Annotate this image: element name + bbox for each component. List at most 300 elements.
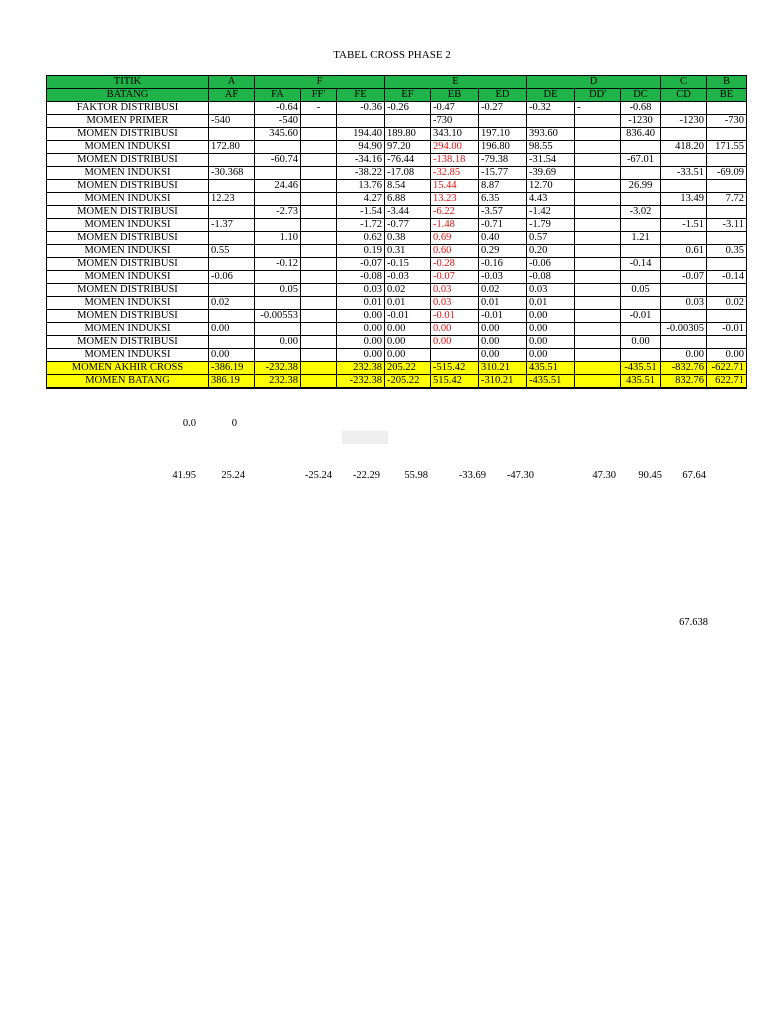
table-row [47,154,747,167]
table-cell: -1.54 [337,206,385,219]
table-row [47,284,747,297]
table-cell [301,271,337,284]
table-cell [301,245,337,258]
table-cell: 0.00 [337,323,385,336]
table-cell: 194.40 [337,128,385,141]
table-cell [575,219,621,232]
table-cell [575,167,621,180]
table-cell: -0.01 [479,310,527,323]
table-cell: 0.38 [385,232,431,245]
table-cell: 171.55 [707,141,747,154]
table-cell: -17.08 [385,167,431,180]
table-cell: 622.71 [707,375,747,389]
table-row [47,362,747,375]
table-cell: -0.07 [431,271,479,284]
header-node: E [385,76,527,89]
table-cell: -0.00305 [661,323,707,336]
row-label: MOMEN DISTRIBUSI [47,258,209,271]
row-label: MOMEN AKHIR CROSS [47,362,209,375]
row-label: MOMEN INDUKSI [47,141,209,154]
table-cell: -3.11 [707,219,747,232]
table-cell [661,336,707,349]
table-cell: -386.19 [209,362,255,375]
table-cell [255,167,301,180]
row-label: MOMEN INDUKSI [47,323,209,336]
table-cell [301,193,337,206]
table-cell: -0.01 [385,310,431,323]
table-cell: -0.00553 [255,310,301,323]
header-member: AF [209,89,255,102]
table-cell: 0.05 [621,284,661,297]
table-cell: -0.68 [621,102,661,115]
table-cell: 0.00 [337,349,385,362]
table-cell: 0.00 [337,336,385,349]
header-node: C [661,76,707,89]
below-table-value: 47.30 [592,470,616,481]
table-cell: 0.60 [431,245,479,258]
table-cell: -0.71 [479,219,527,232]
table-cell [661,258,707,271]
table-cell: 0.29 [479,245,527,258]
table-cell [385,115,431,128]
table-cell: - [575,102,621,115]
table-cell: 0.62 [337,232,385,245]
table-cell: 0.00 [707,349,747,362]
table-cell [707,310,747,323]
table-row [47,128,747,141]
table-cell: -2.73 [255,206,301,219]
row-label: MOMEN BATANG [47,375,209,389]
table-cell [621,167,661,180]
table-cell: -0.14 [707,271,747,284]
table-cell [209,154,255,167]
table-cell: 0.02 [479,284,527,297]
table-cell: 294.00 [431,141,479,154]
below-table-value: -25.24 [304,470,332,481]
table-row [47,102,747,115]
table-cell [431,349,479,362]
table-cell: -1.51 [661,219,707,232]
table-cell: -76.44 [385,154,431,167]
table-cell: -0.15 [385,258,431,271]
below-table-value: 90.45 [638,470,662,481]
table-cell: -0.07 [337,258,385,271]
table-cell: 0.00 [527,349,575,362]
table-cell [575,375,621,389]
table-cell: 0.03 [431,297,479,310]
row-label: MOMEN INDUKSI [47,245,209,258]
table-cell [301,115,337,128]
table-cell: 15.44 [431,180,479,193]
table-cell: -0.12 [255,258,301,271]
table-cell: 0.00 [431,336,479,349]
table-cell [575,271,621,284]
table-cell: 232.38 [255,375,301,389]
below-table-value: -33.69 [458,470,486,481]
table-cell: 0.19 [337,245,385,258]
table-cell: 0.00 [479,336,527,349]
table-cell: -3.02 [621,206,661,219]
table-cell: 13.49 [661,193,707,206]
table-cell: 196.80 [479,141,527,154]
header-node: A [209,76,255,89]
page-title: TABEL CROSS PHASE 2 [333,49,451,61]
table-cell [527,115,575,128]
table-cell: 0.01 [479,297,527,310]
table-cell: 418.20 [661,141,707,154]
table-row [47,206,747,219]
table-cell: -0.14 [621,258,661,271]
below-table-value: -47.30 [506,470,534,481]
table-cell [209,128,255,141]
table-cell: 4.43 [527,193,575,206]
table-cell: -310.21 [479,375,527,389]
header-member: EB [431,89,479,102]
table-cell: -0.16 [479,258,527,271]
table-cell: 0.61 [661,245,707,258]
table-row [47,323,747,336]
table-cell [301,141,337,154]
header-node: D [527,76,661,89]
table-cell: 0.00 [255,336,301,349]
table-cell [707,284,747,297]
table-cell [301,297,337,310]
header-row-members [47,89,747,102]
table-cell [575,310,621,323]
table-cell: 6.88 [385,193,431,206]
table-cell [661,128,707,141]
table-cell [479,115,527,128]
table-cell: 4.27 [337,193,385,206]
table-cell [575,141,621,154]
header-node: B [707,76,747,89]
table-row [47,258,747,271]
table-cell [209,232,255,245]
row-label: FAKTOR DISTRIBUSI [47,102,209,115]
table-row [47,245,747,258]
table-cell: -0.27 [479,102,527,115]
table-cell: 7.72 [707,193,747,206]
table-cell: -435.51 [527,375,575,389]
table-cell: -34.16 [337,154,385,167]
table-cell: 310.21 [479,362,527,375]
table-cell [255,323,301,336]
table-cell: 97.20 [385,141,431,154]
table-cell [575,297,621,310]
table-cell: -0.06 [527,258,575,271]
table-cell [301,349,337,362]
table-cell: -0.03 [479,271,527,284]
table-cell [707,180,747,193]
table-cell [621,271,661,284]
table-cell: 0.31 [385,245,431,258]
table-cell: 172.80 [209,141,255,154]
table-cell [255,141,301,154]
table-cell: 0.02 [209,297,255,310]
table-cell: 0.35 [707,245,747,258]
table-cell [301,375,337,389]
table-row [47,310,747,323]
table-row [47,349,747,362]
table-cell: 836.40 [621,128,661,141]
table-cell: 197.10 [479,128,527,141]
row-label: MOMEN PRIMER [47,115,209,128]
table-row [47,375,747,389]
table-cell: - [301,102,337,115]
table-cell [301,167,337,180]
row-label: MOMEN INDUKSI [47,167,209,180]
table-cell [575,154,621,167]
table-cell: -205.22 [385,375,431,389]
below-table-value: 55.98 [404,470,428,481]
table-cell [621,297,661,310]
table-cell: -1.72 [337,219,385,232]
table-cell: -622.71 [707,362,747,375]
table-cell: -1.79 [527,219,575,232]
table-cell: -730 [431,115,479,128]
table-cell: -60.74 [255,154,301,167]
table-cell [621,245,661,258]
table-cell: 0.00 [479,323,527,336]
table-cell: 386.19 [209,375,255,389]
table-cell [661,102,707,115]
table-cell: 0.00 [479,349,527,362]
header-member: DD' [575,89,621,102]
header-member: CD [661,89,707,102]
table-cell: -0.26 [385,102,431,115]
table-cell: 0.57 [527,232,575,245]
row-label: MOMEN INDUKSI [47,297,209,310]
header-member: FA [255,89,301,102]
table-cell: 13.23 [431,193,479,206]
table-cell: 0.00 [385,336,431,349]
table-cell [707,336,747,349]
header-member: FE [337,89,385,102]
row-label: MOMEN DISTRIBUSI [47,310,209,323]
table-cell: -6.22 [431,206,479,219]
header-member: ED [479,89,527,102]
table-cell [255,219,301,232]
table-cell: 6.35 [479,193,527,206]
table-cell [575,232,621,245]
table-cell: -0.08 [337,271,385,284]
table-cell [621,219,661,232]
table-cell [255,349,301,362]
table-cell [575,336,621,349]
table-cell [209,336,255,349]
table-cell: 0.00 [209,323,255,336]
row-label: MOMEN INDUKSI [47,193,209,206]
table-cell: 345.60 [255,128,301,141]
table-cell: 343.10 [431,128,479,141]
table-cell [209,180,255,193]
table-cell: -0.28 [431,258,479,271]
table-cell: -0.32 [527,102,575,115]
table-cell: -435.51 [621,362,661,375]
below-table-value: 25.24 [221,470,245,481]
table-cell [575,258,621,271]
table-cell [301,180,337,193]
table-cell: -30.368 [209,167,255,180]
table-cell [209,206,255,219]
table-cell: 0.55 [209,245,255,258]
table-cell: 0.00 [209,349,255,362]
table-cell: 0.00 [661,349,707,362]
table-cell: -79.38 [479,154,527,167]
table-cell [301,362,337,375]
header-titik: TITIK [47,76,209,89]
table-row [47,141,747,154]
row-label: MOMEN DISTRIBUSI [47,284,209,297]
table-cell: 435.51 [621,375,661,389]
cross-table [46,75,747,389]
header-row-nodes [47,76,747,89]
table-cell: -1.48 [431,219,479,232]
table-cell [575,193,621,206]
table-cell [301,336,337,349]
table-cell: -138.18 [431,154,479,167]
table-cell: -39.69 [527,167,575,180]
table-row [47,232,747,245]
table-row [47,193,747,206]
table-cell: 0.02 [707,297,747,310]
table-cell: 12.70 [527,180,575,193]
table-cell: -0.64 [255,102,301,115]
table-row [47,219,747,232]
header-member: BE [707,89,747,102]
table-cell: 189.80 [385,128,431,141]
row-label: MOMEN DISTRIBUSI [47,336,209,349]
table-cell: -515.42 [431,362,479,375]
table-cell: -32.85 [431,167,479,180]
table-cell: 0.69 [431,232,479,245]
table-cell [575,349,621,362]
table-cell: 0.00 [527,310,575,323]
table-cell: -0.07 [661,271,707,284]
below-table-value: 0 [231,418,237,429]
table-cell: -540 [255,115,301,128]
table-cell [301,154,337,167]
table-cell: 832.76 [661,375,707,389]
row-label: MOMEN DISTRIBUSI [47,154,209,167]
table-cell: 0.00 [385,349,431,362]
below-table-value: 0.0 [182,418,196,429]
header-batang: BATANG [47,89,209,102]
header-member: FF' [301,89,337,102]
table-cell [575,206,621,219]
table-cell: -0.08 [527,271,575,284]
table-cell [661,310,707,323]
table-cell: -832.76 [661,362,707,375]
table-cell: -232.38 [337,375,385,389]
row-label: MOMEN DISTRIBUSI [47,232,209,245]
shaded-cell [342,431,388,444]
table-cell [301,323,337,336]
table-cell: 0.20 [527,245,575,258]
table-cell: -15.77 [479,167,527,180]
table-cell [661,284,707,297]
table-cell: 0.03 [661,297,707,310]
table-cell [255,271,301,284]
table-cell: 0.03 [431,284,479,297]
table-cell: -3.44 [385,206,431,219]
table-cell: -0.77 [385,219,431,232]
table-cell [621,141,661,154]
table-cell [661,232,707,245]
below-table-value: 67.638 [679,617,708,628]
table-cell: 0.00 [337,310,385,323]
table-cell: -0.01 [621,310,661,323]
table-cell [301,206,337,219]
row-label: MOMEN INDUKSI [47,219,209,232]
table-cell [575,323,621,336]
table-cell: -0.03 [385,271,431,284]
table-row [47,115,747,128]
table-cell [575,245,621,258]
table-cell: 8.54 [385,180,431,193]
table-cell [209,102,255,115]
header-node: F [255,76,385,89]
table-cell: -730 [707,115,747,128]
table-row [47,180,747,193]
table-cell [707,206,747,219]
table-cell [707,102,747,115]
table-cell [621,323,661,336]
table-cell: -0.06 [209,271,255,284]
table-cell [707,258,747,271]
table-cell [209,258,255,271]
table-cell: 26.99 [621,180,661,193]
table-cell [575,180,621,193]
row-label: MOMEN DISTRIBUSI [47,180,209,193]
table-cell [209,310,255,323]
table-cell [301,310,337,323]
table-cell [301,128,337,141]
table-cell: 0.01 [337,297,385,310]
table-row [47,271,747,284]
table-cell: 0.01 [527,297,575,310]
table-cell [661,154,707,167]
row-label: MOMEN INDUKSI [47,349,209,362]
table-cell: -1.42 [527,206,575,219]
table-cell: -0.36 [337,102,385,115]
below-table-value: 67.64 [682,470,706,481]
table-cell: -0.01 [707,323,747,336]
table-cell: 0.00 [621,336,661,349]
below-table-value: 41.95 [172,470,196,481]
table-cell: 515.42 [431,375,479,389]
header-member: DC [621,89,661,102]
below-table-value: -22.29 [352,470,380,481]
table-cell: -3.57 [479,206,527,219]
table-cell: 1.21 [621,232,661,245]
table-row [47,297,747,310]
table-cell: 0.03 [337,284,385,297]
table-cell: 0.00 [527,323,575,336]
table-cell [209,284,255,297]
table-cell [707,154,747,167]
table-cell: 0.01 [385,297,431,310]
table-cell [301,219,337,232]
table-cell: 12.23 [209,193,255,206]
table-cell: 435.51 [527,362,575,375]
table-cell [661,180,707,193]
table-cell: 232.38 [337,362,385,375]
table-cell: 98.55 [527,141,575,154]
table-cell: 0.05 [255,284,301,297]
header-member: EF [385,89,431,102]
table-cell: -1.37 [209,219,255,232]
